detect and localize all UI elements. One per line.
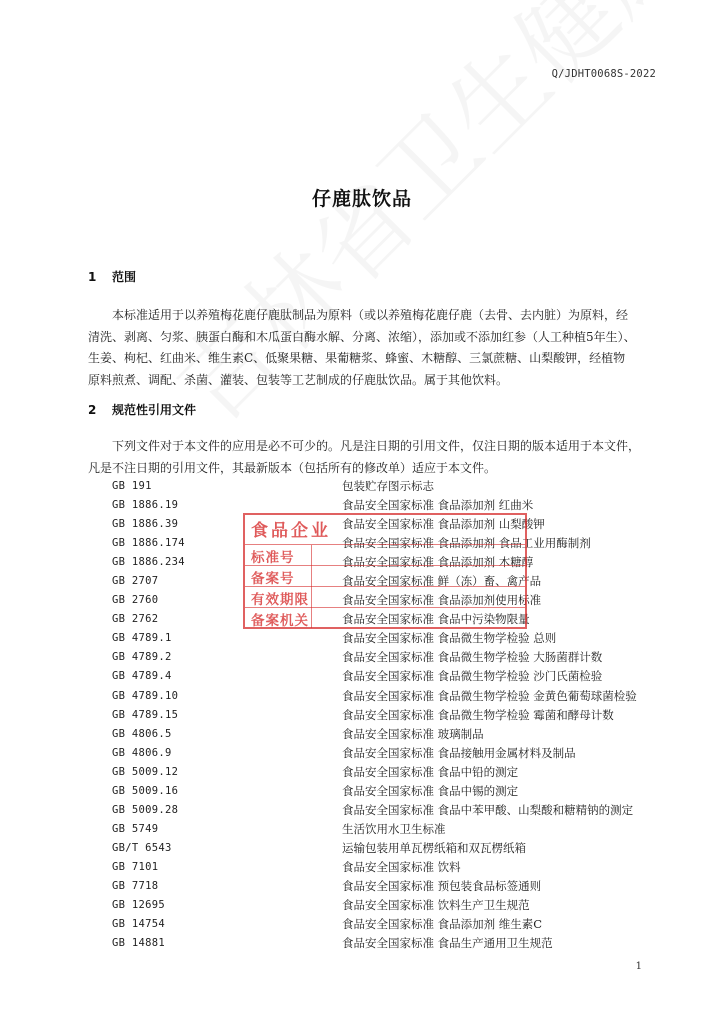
reference-title: 食品安全国家标准 食品添加剂 食品工业用酶制剂 [342,536,591,551]
reference-code: GB 4789.1 [112,632,172,645]
reference-title: 食品安全国家标准 食品微生物学检验 霉菌和酵母计数 [342,707,614,722]
reference-title: 食品安全国家标准 食品添加剂 维生素C [342,917,543,932]
reference-code: GB 4789.2 [112,651,172,664]
reference-row [112,782,682,801]
reference-code: GB 14881 [112,937,165,950]
reference-code: GB 4789.10 [112,689,179,702]
reference-row [112,610,682,629]
reference-title: 食品安全国家标准 食品接触用金属材料及制品 [342,745,576,760]
reference-code: GB 4806.9 [112,746,172,759]
reference-title: 生活饮用水卫生标准 [342,821,446,836]
reference-code: GB 7101 [112,860,159,873]
reference-title: 食品安全国家标准 食品中锡的测定 [342,783,519,798]
reference-code: GB 1886.174 [112,537,185,550]
normative-references-list [112,477,682,953]
stamp-label: 备案号 [251,571,295,587]
reference-row [112,744,682,763]
reference-row [112,877,682,896]
reference-row [112,648,682,667]
reference-row [112,591,682,610]
reference-row [112,915,682,934]
reference-title: 食品安全国家标准 食品微生物学检验 大肠菌群计数 [342,650,603,665]
reference-code: GB 12695 [112,899,165,912]
reference-code: GB 5749 [112,822,159,835]
paragraph-line: 生姜、枸杞、红曲米、维生素C、低聚果糖、果葡糖浆、蜂蜜、木糖醇、三氯蔗糖、山梨酸钾，经植物 [88,351,626,365]
reference-row [112,667,682,686]
reference-row [112,687,682,706]
reference-code: GB 5009.28 [112,803,179,816]
reference-title: 食品安全国家标准 食品添加剂 红曲米 [342,498,534,513]
reference-code: GB 4789.4 [112,670,172,683]
stamp-label: 标准号 [251,550,295,566]
reference-row [112,839,682,858]
reference-row [112,763,682,782]
section-2-title: 规范性引用文件 [112,403,197,417]
reference-title: 食品安全国家标准 食品添加剂 山梨酸钾 [342,517,545,532]
section-1-number: 1 [88,270,97,284]
section-2-heading [88,401,196,418]
reference-title: 食品安全国家标准 食品中铅的测定 [342,764,519,779]
stamp-heading: 食品企业 [251,521,331,541]
reference-row [112,706,682,725]
section-2-paragraph [88,436,658,479]
reference-title: 食品安全国家标准 饮料生产卫生规范 [342,898,530,913]
reference-code: GB 1886.19 [112,499,179,512]
section-1-heading [88,268,136,285]
reference-code: GB 7718 [112,879,159,892]
section-1-title: 范围 [112,270,137,284]
document-code: Q/JDHT0068S-2022 [551,68,656,80]
reference-row [112,725,682,744]
reference-row [112,896,682,915]
reference-title: 食品安全国家标准 食品中苯甲酸、山梨酸和糖精钠的测定 [342,802,634,817]
page-number: 1 [635,961,642,972]
reference-row [112,534,682,553]
reference-title: 包装贮存图示标志 [342,479,434,493]
reference-code: GB 191 [112,480,152,492]
reference-title: 食品安全国家标准 玻璃制品 [342,726,484,741]
reference-code: GB 5009.12 [112,765,179,778]
reference-title: 食品安全国家标准 食品添加剂使用标准 [342,593,542,608]
reference-row [112,477,682,496]
document-title: 仔鹿肽饮品 [311,188,412,210]
paragraph-line: 本标准适用于以养殖梅花鹿仔鹿肽制品为原料（或以养殖梅花鹿仔鹿（去骨、去内脏）为原料，经 [112,308,629,322]
reference-row [112,820,682,839]
paragraph-line: 原料煎煮、调配、杀菌、灌装、包装等工艺制成的仔鹿肽饮品。属于其他饮料。 [88,372,509,387]
reference-code: GB 5009.16 [112,784,179,797]
reference-code: GB 2762 [112,613,159,626]
paragraph-line: 清洗、剥离、匀浆、胰蛋白酶和木瓜蛋白酶水解、分离、浓缩），添加或不添加红参（人工种植5年生）、 [88,329,636,344]
reference-code: GB 1886.39 [112,518,179,531]
reference-title: 食品安全国家标准 鲜（冻）畜、禽产品 [342,574,542,589]
reference-row [112,496,682,515]
reference-row [112,801,682,820]
reference-row [112,934,682,953]
stamp-label: 有效期限 [251,592,309,608]
paragraph-line: 凡是不注日期的引用文件，其最新版本（包括所有的修改单）适应于本文件。 [88,460,497,475]
reference-title: 食品安全国家标准 食品添加剂 木糖醇 [342,555,534,570]
reference-row [112,629,682,648]
reference-title: 食品安全国家标准 食品微生物学检验 沙门氏菌检验 [342,669,603,684]
section-1-paragraph [88,305,658,391]
reference-code: GB/T 6543 [112,841,172,854]
reference-code: GB 2707 [112,575,159,588]
reference-row [112,858,682,877]
reference-code: GB 4789.15 [112,708,179,721]
section-2-number: 2 [88,403,97,417]
reference-row [112,572,682,591]
stamp-label: 备案机关 [251,613,309,629]
reference-title: 食品安全国家标准 食品微生物学检验 总则 [342,631,557,646]
reference-row [112,515,682,534]
reference-title: 食品安全国家标准 食品中污染物限量 [342,612,530,627]
paragraph-line: 下列文件对于本文件的应用是必不可少的。凡是注日期的引用文件，仅注日期的版本适用于本文件， [112,439,641,453]
reference-title: 食品安全国家标准 食品微生物学检验 金黄色葡萄球菌检验 [342,688,637,703]
reference-title: 食品安全国家标准 饮料 [342,859,461,874]
reference-code: GB 1886.234 [112,556,185,569]
reference-code: GB 4806.5 [112,727,172,740]
reference-title: 运输包装用单瓦楞纸箱和双瓦楞纸箱 [342,840,526,855]
reference-title: 食品安全国家标准 食品生产通用卫生规范 [342,936,553,951]
reference-code: GB 2760 [112,594,159,607]
reference-row [112,553,682,572]
reference-code: GB 14754 [112,918,165,931]
reference-title: 食品安全国家标准 预包装食品标签通则 [342,878,542,893]
